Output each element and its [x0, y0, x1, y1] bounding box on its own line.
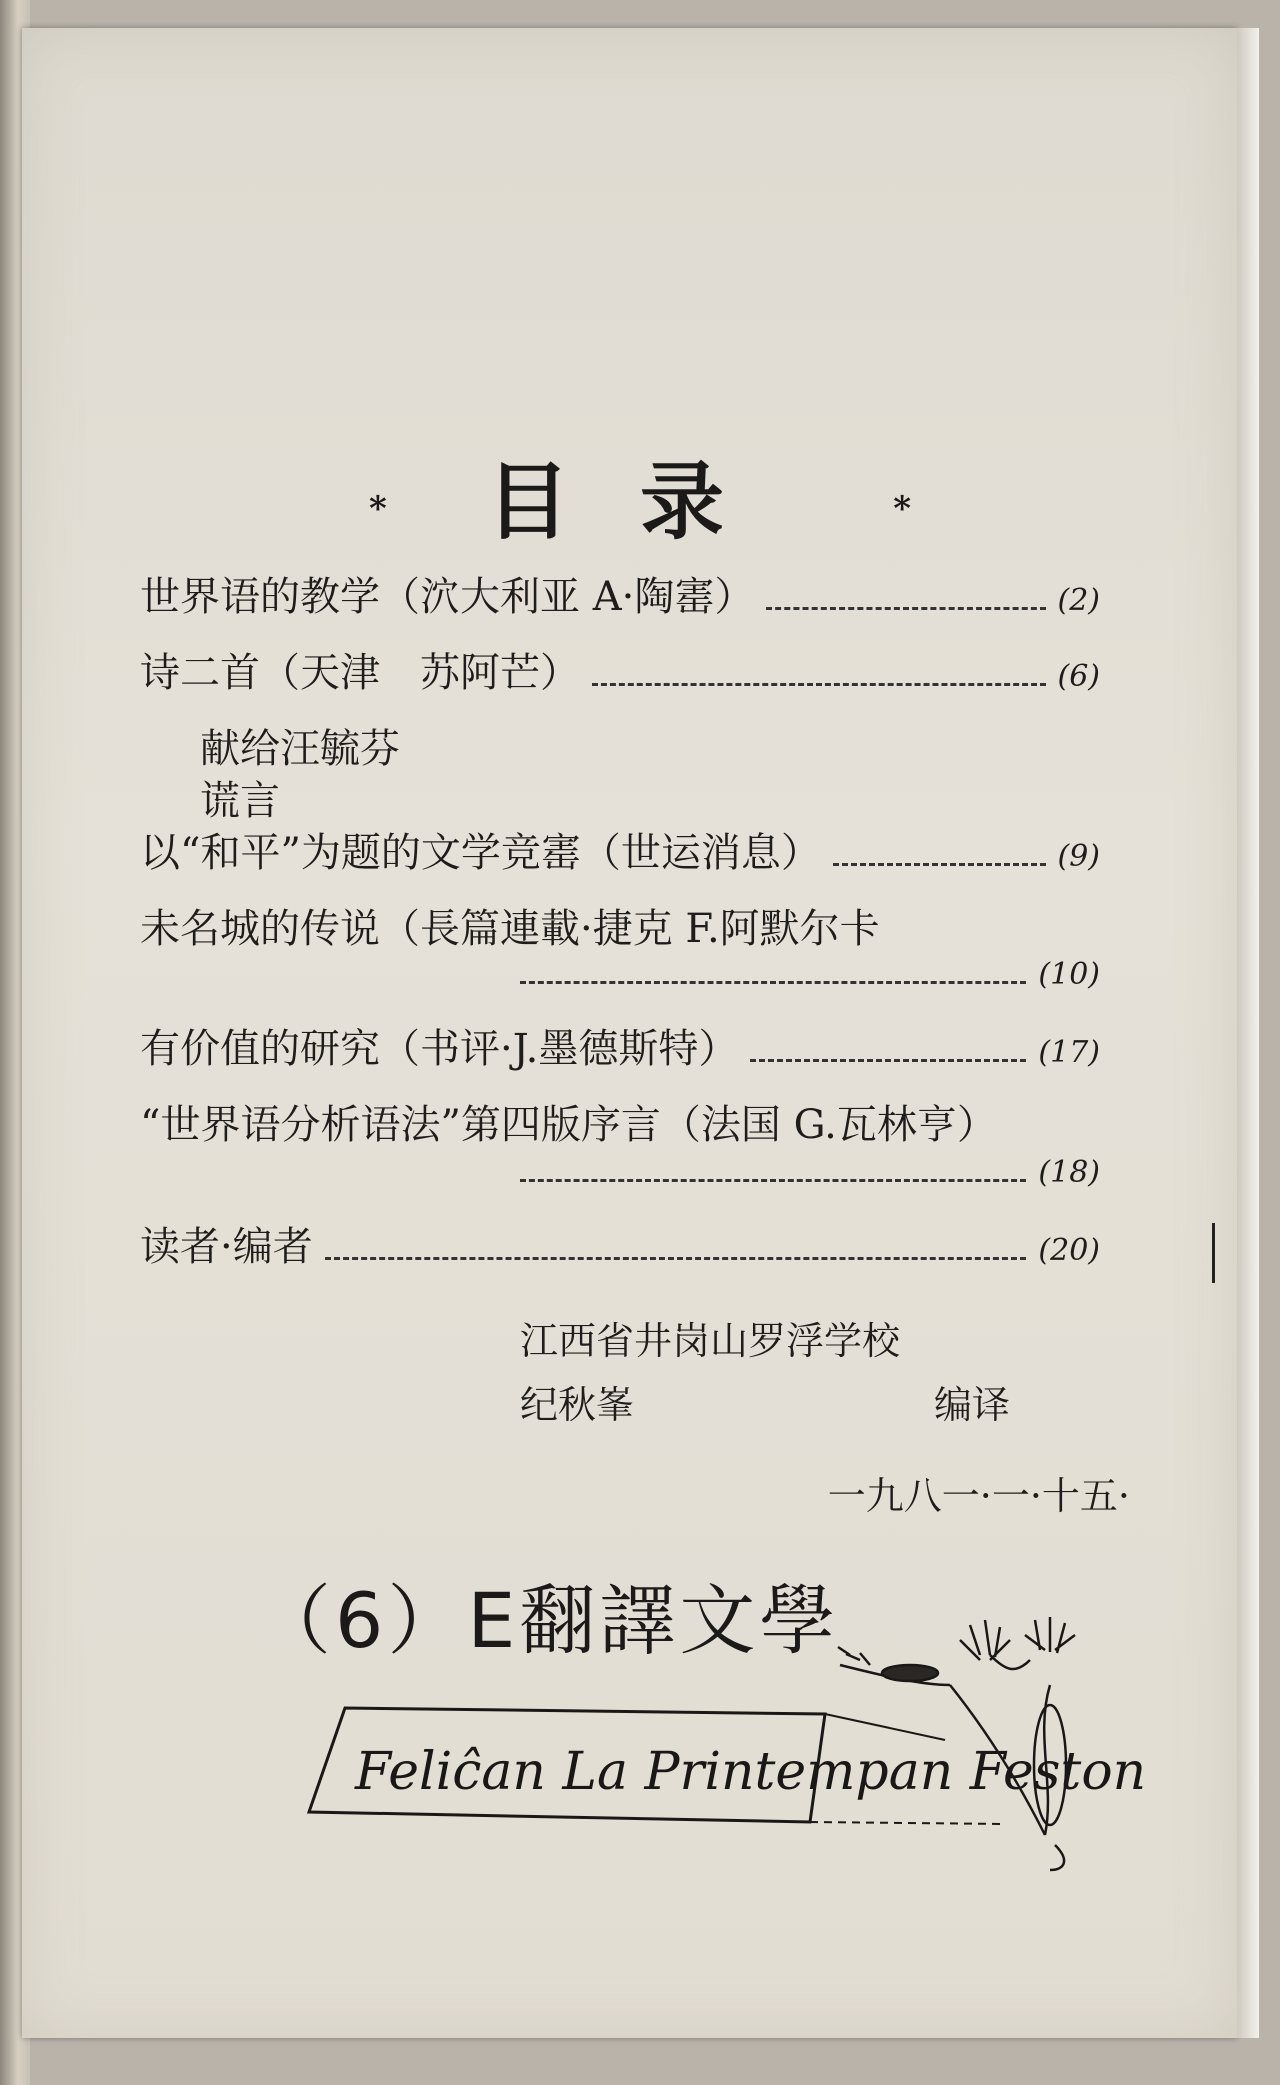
toc-page-number: (10) [1038, 957, 1100, 992]
series-title: （6）E翻譯文學 [255, 1576, 840, 1665]
toc-subitem: 献给汪毓芬 [200, 726, 400, 772]
toc-entry [140, 1215, 1100, 1291]
toc-page-number: (20) [1038, 1233, 1100, 1268]
page-edge [1237, 28, 1259, 2038]
toc-entry [140, 565, 1100, 641]
toc-entry [140, 1093, 1100, 1155]
toc-entry [140, 641, 1100, 717]
toc-page-number: (6) [1057, 659, 1100, 694]
school-name: 江西省井岗山罗浮学校 [520, 1319, 901, 1363]
editor-row [520, 1374, 1010, 1438]
toc-entry-title: 以“和平”为题的文学竞寚（世运消息） [140, 830, 821, 876]
toc-continuation [140, 1155, 1100, 1215]
leader-dots [325, 1257, 1027, 1260]
toc-entry [140, 821, 1100, 897]
pine-branch-illustration [830, 1615, 1100, 1875]
toc-page-number: (17) [1038, 1035, 1100, 1070]
banner-text: Feliĉan La Printempan Feston [355, 1742, 1147, 1802]
star-icon: * [893, 489, 912, 529]
page-title [0, 435, 1280, 556]
toc-entry-title: 未名城的传说（長篇連載·捷克 F.阿默尔卡 [140, 906, 880, 952]
star-icon: * [368, 489, 387, 529]
toc-page-number: (18) [1038, 1155, 1100, 1190]
margin-mark [1212, 1223, 1215, 1283]
toc-entry [140, 1017, 1100, 1093]
toc-entry-title: 世界语的教学（泬大利亚 A·陶寚） [140, 574, 755, 620]
leader-dots [592, 683, 1046, 686]
editor-name: 纪秋峯 [520, 1383, 635, 1427]
publication-date: 一九八一·一·十五· [827, 1474, 1130, 1518]
toc-page-number: (2) [1057, 583, 1100, 618]
toc-continuation [140, 957, 1100, 1017]
credits-block [520, 1310, 1010, 1438]
toc-entry-title: “世界语分析语法”第四版序言（法国 G.瓦林亨） [140, 1102, 997, 1148]
title-text: 目录 [485, 452, 794, 551]
leader-dots [520, 1179, 1026, 1182]
table-of-contents [140, 565, 1100, 1291]
toc-entry [140, 897, 1100, 957]
toc-entry-title: 有价值的研究（书评·J.墨德斯特） [140, 1026, 739, 1072]
leader-dots [520, 981, 1026, 984]
leader-dots [750, 1059, 1026, 1062]
leader-dots [766, 607, 1045, 610]
toc-entry-title: 读者·编者 [140, 1224, 313, 1270]
toc-subitem: 谎言 [200, 778, 280, 824]
toc-entry-title: 诗二首（天津 苏阿芒） [140, 650, 580, 696]
leader-dots [833, 863, 1046, 866]
editor-role: 编译 [933, 1383, 1010, 1427]
toc-page-number: (9) [1057, 839, 1100, 874]
